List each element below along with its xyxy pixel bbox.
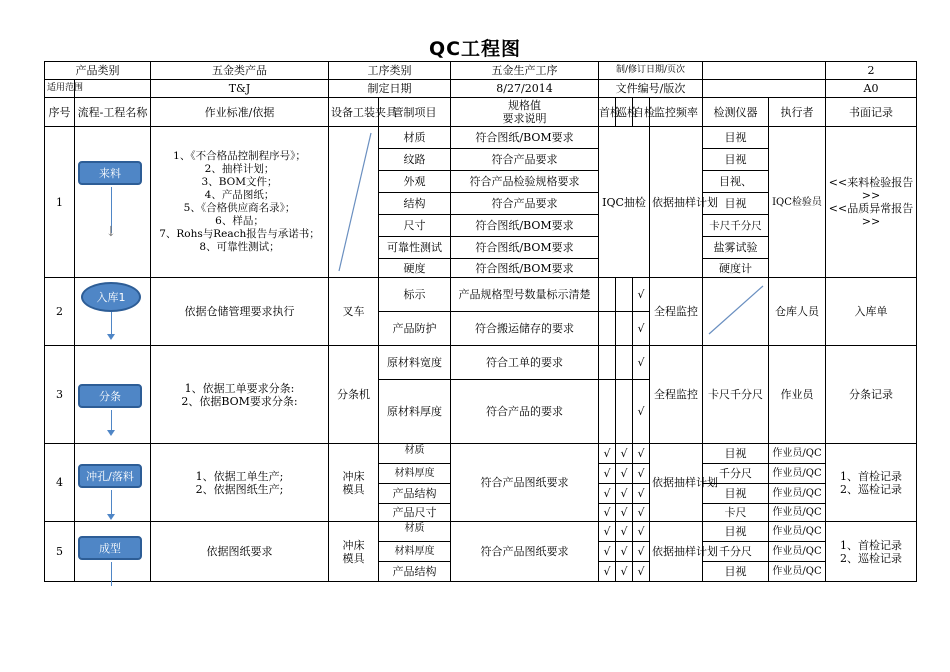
instrument-cell xyxy=(703,278,769,346)
spec-value: 符合产品检验规格要求 xyxy=(451,171,599,193)
header-label: 制定日期 xyxy=(329,80,451,98)
spec-value: 产品规格型号数量标示清楚 xyxy=(451,278,599,312)
monitor-frequency: 依据抽样计划 xyxy=(650,127,703,278)
flow-step-oval: 入库1 xyxy=(81,282,141,312)
self-check: √ xyxy=(633,278,650,312)
first-check: √ xyxy=(599,542,616,562)
control-item: 材质 xyxy=(379,522,451,542)
equipment: 冲床 模具 xyxy=(329,444,379,522)
control-item: 原材料宽度 xyxy=(379,346,451,380)
table-row xyxy=(45,522,917,542)
self-check: √ xyxy=(633,504,650,522)
standard-text: 依据仓储管理要求执行 xyxy=(151,278,329,346)
row-number: 1 xyxy=(45,127,75,278)
col-header: 管制项目 xyxy=(379,98,451,127)
header-value-empty xyxy=(703,62,826,80)
header-label: 适用范围 xyxy=(45,80,75,98)
standards-cell xyxy=(151,346,329,444)
patrol-check: √ xyxy=(616,504,633,522)
patrol-check: √ xyxy=(616,562,633,582)
executor: 作业员 xyxy=(769,346,826,444)
spec-value: 符合图纸/BOM要求 xyxy=(451,259,599,278)
instrument: 千分尺 xyxy=(703,464,769,484)
patrol-check: √ xyxy=(616,542,633,562)
instrument: 卡尺 xyxy=(703,504,769,522)
header-value: 五金生产工序 xyxy=(451,62,599,80)
spec-value: 符合产品要求 xyxy=(451,149,599,171)
flow-connector xyxy=(111,410,112,430)
instrument: 目视 xyxy=(703,127,769,149)
control-item: 材料厚度 xyxy=(379,464,451,484)
executor: 仓库人员 xyxy=(769,278,826,346)
instrument: 目视 xyxy=(703,522,769,542)
control-item: 结构 xyxy=(379,193,451,215)
diagonal-slash-icon xyxy=(331,127,379,277)
control-item: 硬度 xyxy=(379,259,451,278)
patrol-check: √ xyxy=(616,444,633,464)
executor: 作业员/QC xyxy=(769,484,826,504)
col-header: 规格值 要求说明 xyxy=(451,98,599,127)
col-header: 巡检 xyxy=(616,98,633,127)
patrol-check xyxy=(616,278,633,312)
spec-value: 符合产品要求 xyxy=(451,193,599,215)
header-label: 产品类别 xyxy=(45,62,151,80)
header-row xyxy=(45,80,917,98)
monitor-frequency: 依据抽样计划 xyxy=(650,444,703,522)
spec-value: 符合图纸/BOM要求 xyxy=(451,215,599,237)
control-item: 产品尺寸 xyxy=(379,504,451,522)
flow-connector xyxy=(111,562,112,586)
flow-connector xyxy=(111,312,112,334)
patrol-check xyxy=(616,346,633,380)
control-item: 外观 xyxy=(379,171,451,193)
control-item: 可靠性测试 xyxy=(379,237,451,259)
flow-step-cell xyxy=(75,444,151,522)
col-header: 序号 xyxy=(45,98,75,127)
header-label: 文件编号/版次 xyxy=(599,80,703,98)
first-check xyxy=(599,312,616,346)
spec-value: 符合图纸/BOM要求 xyxy=(451,237,599,259)
self-check: √ xyxy=(633,444,650,464)
row-number: 3 xyxy=(45,346,75,444)
instrument: 目视 xyxy=(703,562,769,582)
row-number: 4 xyxy=(45,444,75,522)
control-item: 材质 xyxy=(379,127,451,149)
record: 入库单 xyxy=(826,278,917,346)
record: 1、首检记录 2、巡检记录 xyxy=(826,522,917,582)
self-check: √ xyxy=(633,346,650,380)
control-item: 纹路 xyxy=(379,149,451,171)
self-check: √ xyxy=(633,484,650,504)
table-row xyxy=(45,346,917,380)
col-header: 作业标准/依据 xyxy=(151,98,329,127)
standard-line: 2、依据BOM要求分条: xyxy=(181,394,298,408)
monitor-frequency: 依据抽样计划 xyxy=(650,522,703,582)
first-check: √ xyxy=(599,522,616,542)
executor: 作业员/QC xyxy=(769,444,826,464)
header-value: 8/27/2014 xyxy=(451,80,599,98)
header-value: 五金类产品 xyxy=(151,62,329,80)
equipment-cell xyxy=(329,127,379,278)
instrument: 盐雾试验 xyxy=(703,237,769,259)
first-check: √ xyxy=(599,444,616,464)
header-value-empty xyxy=(75,80,151,98)
standard-line: 3、BOM文件； xyxy=(201,176,278,188)
header-value: 2 xyxy=(826,62,917,80)
standard-line: 8、可靠性测试； xyxy=(199,241,280,253)
control-item: 尺寸 xyxy=(379,215,451,237)
standard-line: 7、Rohs与Reach报告与承诺书； xyxy=(159,228,320,240)
flow-step-box: 分条 xyxy=(78,384,142,408)
col-header: 首检 xyxy=(599,98,616,127)
header-value: T&J xyxy=(151,80,329,98)
flow-step-cell xyxy=(75,278,151,346)
standard-text: 依据图纸要求 xyxy=(151,522,329,582)
col-header: 执行者 xyxy=(769,98,826,127)
first-check: √ xyxy=(599,464,616,484)
equipment: 叉车 xyxy=(329,278,379,346)
flow-connector xyxy=(111,490,112,514)
flow-step-cell xyxy=(75,522,151,582)
check-method: IQC抽检 xyxy=(599,127,650,278)
self-check: √ xyxy=(633,522,650,542)
patrol-check: √ xyxy=(616,484,633,504)
table-row xyxy=(45,127,917,149)
page-title: QC工程图 xyxy=(428,38,522,60)
qc-process-table xyxy=(44,61,917,582)
table-row xyxy=(45,444,917,464)
header-value: A0 xyxy=(826,80,917,98)
control-item: 产品防护 xyxy=(379,312,451,346)
patrol-check: √ xyxy=(616,522,633,542)
self-check: √ xyxy=(633,542,650,562)
instrument: 目视 xyxy=(703,484,769,504)
instrument: 卡尺千分尺 xyxy=(703,346,769,444)
instrument: 硬度计 xyxy=(703,259,769,278)
instrument: 目视 xyxy=(703,444,769,464)
spec-value: 符合工单的要求 xyxy=(451,346,599,380)
executor: 作业员/QC xyxy=(769,464,826,484)
control-item: 材料厚度 xyxy=(379,542,451,562)
row-number: 2 xyxy=(45,278,75,346)
patrol-check xyxy=(616,380,633,444)
col-header: 检测仪器 xyxy=(703,98,769,127)
row-number: 5 xyxy=(45,522,75,582)
standard-line: 1、依据工单生产; xyxy=(195,469,284,483)
arrow-down-icon xyxy=(107,514,115,520)
spec-value: 符合图纸/BOM要求 xyxy=(451,127,599,149)
header-value-empty xyxy=(703,80,826,98)
control-item: 材质 xyxy=(379,444,451,464)
control-item: 原材料厚度 xyxy=(379,380,451,444)
flow-step-box: 冲孔/落料 xyxy=(78,464,142,488)
first-check: √ xyxy=(599,484,616,504)
first-check xyxy=(599,380,616,444)
standards-cell xyxy=(151,444,329,522)
executor: 作业员/QC xyxy=(769,504,826,522)
flow-step-box: 来料 xyxy=(78,161,142,185)
equipment: 分条机 xyxy=(329,346,379,444)
record: <<来料检验报告>> <<品质异常报告>> xyxy=(826,127,917,278)
flow-step-cell xyxy=(75,127,151,278)
control-item: 产品结构 xyxy=(379,484,451,504)
col-header: 自检 xyxy=(633,98,650,127)
standard-line: 5、《合格供应商名录》； xyxy=(183,202,296,214)
col-header: 流程-工程名称 xyxy=(75,98,151,127)
patrol-check: √ xyxy=(616,464,633,484)
standard-line: 6、样品； xyxy=(215,215,264,227)
instrument: 目视 xyxy=(703,193,769,215)
patrol-check xyxy=(616,312,633,346)
self-check: √ xyxy=(633,464,650,484)
monitor-frequency: 全程监控 xyxy=(650,346,703,444)
instrument: 目视 xyxy=(703,149,769,171)
control-item: 产品结构 xyxy=(379,562,451,582)
executor: 作业员/QC xyxy=(769,522,826,542)
record: 分条记录 xyxy=(826,346,917,444)
record: 1、首检记录 2、巡检记录 xyxy=(826,444,917,522)
flow-step-cell xyxy=(75,346,151,444)
arrow-down-icon: ↓ xyxy=(105,224,117,240)
first-check: √ xyxy=(599,504,616,522)
standard-line: 4、产品图纸； xyxy=(204,189,275,201)
diagonal-slash-icon xyxy=(705,282,767,338)
first-check xyxy=(599,346,616,380)
instrument: 目视、 xyxy=(703,171,769,193)
col-header: 监控频率 xyxy=(650,98,703,127)
first-check xyxy=(599,278,616,312)
arrow-down-icon xyxy=(107,334,115,340)
self-check: √ xyxy=(633,380,650,444)
equipment: 冲床 模具 xyxy=(329,522,379,582)
spec-value: 符合搬运储存的要求 xyxy=(451,312,599,346)
standard-line: 1、依据工单要求分条: xyxy=(184,381,295,395)
standard-line: 2、抽样计划； xyxy=(204,163,275,175)
flow-step-box: 成型 xyxy=(78,536,142,560)
spec-value: 符合产品图纸要求 xyxy=(451,444,599,522)
header-label: 制/修订日期/页次 xyxy=(599,62,703,80)
table-row xyxy=(45,278,917,312)
instrument: 千分尺 xyxy=(703,542,769,562)
executor: 作业员/QC xyxy=(769,562,826,582)
first-check: √ xyxy=(599,562,616,582)
col-header: 书面记录 xyxy=(826,98,917,127)
arrow-down-icon xyxy=(107,430,115,436)
self-check: √ xyxy=(633,312,650,346)
executor: IQC检验员 xyxy=(769,127,826,278)
monitor-frequency: 全程监控 xyxy=(650,278,703,346)
spec-value: 符合产品图纸要求 xyxy=(451,522,599,582)
standards-cell xyxy=(151,127,329,278)
col-header: 设备工装夹具 xyxy=(329,98,379,127)
column-header-row xyxy=(45,98,917,127)
spec-value: 符合产品的要求 xyxy=(451,380,599,444)
executor: 作业员/QC xyxy=(769,542,826,562)
standard-line: 2、依据图纸生产; xyxy=(195,482,284,496)
control-item: 标示 xyxy=(379,278,451,312)
self-check: √ xyxy=(633,562,650,582)
instrument: 卡尺千分尺 xyxy=(703,215,769,237)
standard-line: 1、《不合格品控制程序号》； xyxy=(173,150,306,162)
header-label: 工序类别 xyxy=(329,62,451,80)
header-row xyxy=(45,62,917,80)
